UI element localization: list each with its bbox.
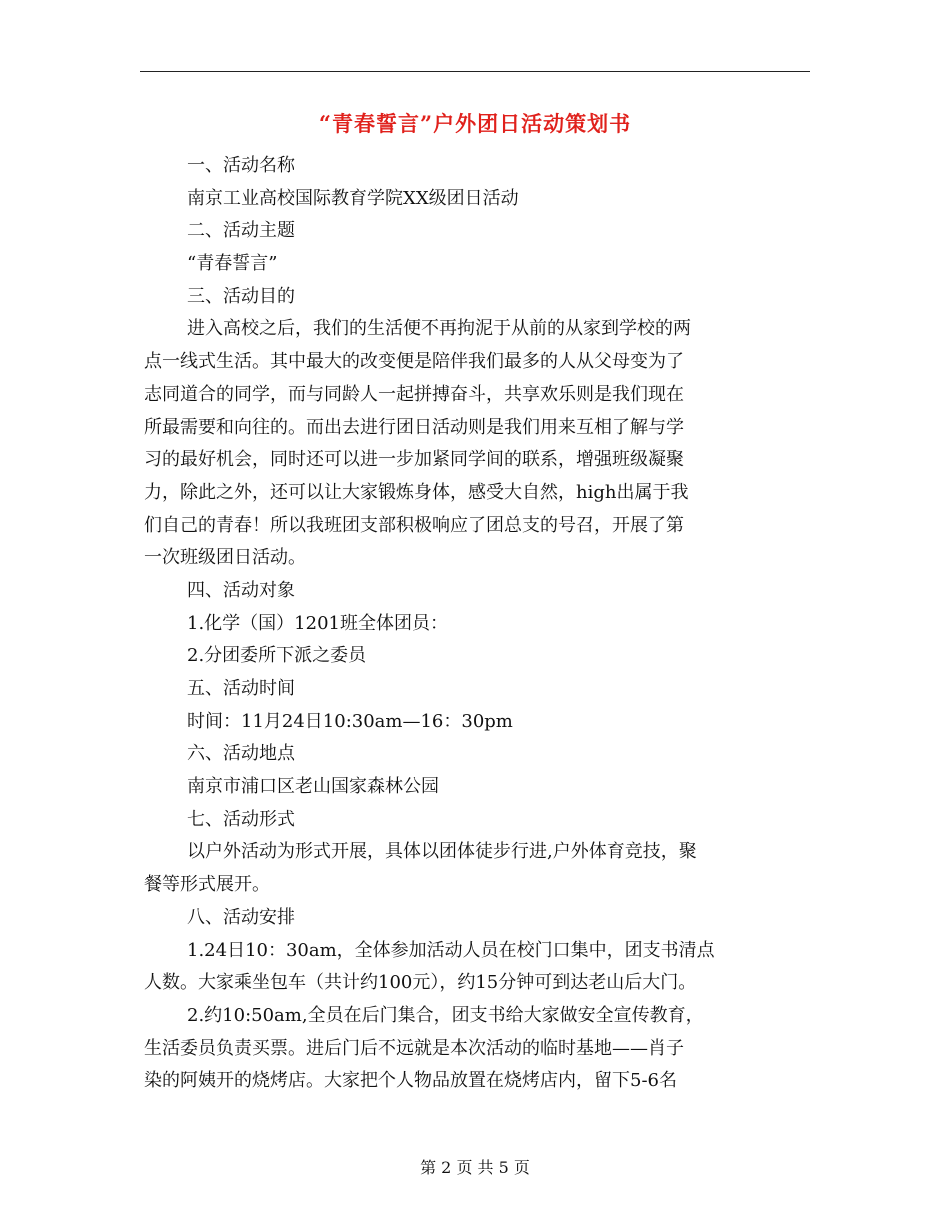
paragraph-line: 五、活动时间 — [187, 678, 295, 699]
paragraph-line: 2.分团委所下派之委员 — [187, 645, 367, 667]
paragraph-line: 以户外活动为形式开展，具体以团体徒步行进,户外体育竞技，聚 — [187, 841, 697, 863]
paragraph-line: 四、活动对象 — [187, 579, 295, 601]
paragraph-line: 餐等形式展开。 — [144, 874, 270, 896]
paragraph-line: 人数。大家乘坐包车（共计约100元），约15分钟可到达老山后大门。 — [144, 972, 697, 994]
paragraph-line: 八、活动安排 — [187, 906, 295, 928]
paragraph-line: 1.24日10：30am，全体参加活动人员在校门口集中，团支书清点 — [187, 939, 715, 961]
document-body — [144, 150, 812, 1098]
paragraph-line: 七、活动形式 — [187, 808, 295, 830]
paragraph-line: 习的最好机会，同时还可以进一步加紧同学间的联系，增强班级凝聚 — [144, 449, 684, 471]
paragraph-line: 进入高校之后，我们的生活便不再拘泥于从前的从家到学校的两 — [187, 318, 691, 340]
paragraph-line: 1.化学（国）1201班全体团员： — [187, 612, 448, 634]
paragraph-line: 点一线式生活。其中最大的改变便是陪伴我们最多的人从父母变为了 — [144, 351, 684, 373]
page-number: 第 2 页 共 5 页 — [420, 1158, 530, 1177]
paragraph-line: 时间：11月24日10:30am—16：30pm — [187, 710, 513, 732]
paragraph-line: 二、活动主题 — [187, 220, 295, 242]
paragraph-line: “青春誓言” — [187, 253, 278, 275]
paragraph-line: 一、活动名称 — [187, 155, 295, 176]
paragraph-line: 所最需要和向往的。而出去进行团日活动则是我们用来互相了解与学 — [144, 416, 684, 438]
paragraph-line: 六、活动地点 — [187, 743, 295, 765]
paragraph-line: 们自己的青春！所以我班团支部积极响应了团总支的号召，开展了第 — [144, 514, 684, 536]
paragraph-line: 南京工业高校国际教育学院XX级团日活动 — [187, 187, 519, 209]
header-rule — [140, 71, 810, 72]
paragraph-line: 一次班级团日活动。 — [144, 547, 306, 569]
paragraph-line: 生活委员负责买票。进后门后不远就是本次活动的临时基地——肖子 — [144, 1037, 684, 1059]
paragraph-line: 志同道合的同学，而与同龄人一起拼搏奋斗，共享欢乐则是我们现在 — [144, 383, 684, 405]
paragraph-line: 力，除此之外，还可以让大家锻炼身体，感受大自然，high出属于我 — [144, 481, 689, 503]
paragraph-line: 染的阿姨开的烧烤店。大家把个人物品放置在烧烤店内，留下5-6名 — [144, 1070, 677, 1092]
paragraph-line: 2.约10:50am,全员在后门集合，团支书给大家做安全宣传教育， — [187, 1004, 704, 1026]
paragraph-line: 南京市浦口区老山国家森林公园 — [187, 776, 439, 798]
paragraph-line: 三、活动目的 — [187, 285, 295, 307]
document-title: “青春誓言”户外团日活动策划书 — [318, 111, 632, 136]
